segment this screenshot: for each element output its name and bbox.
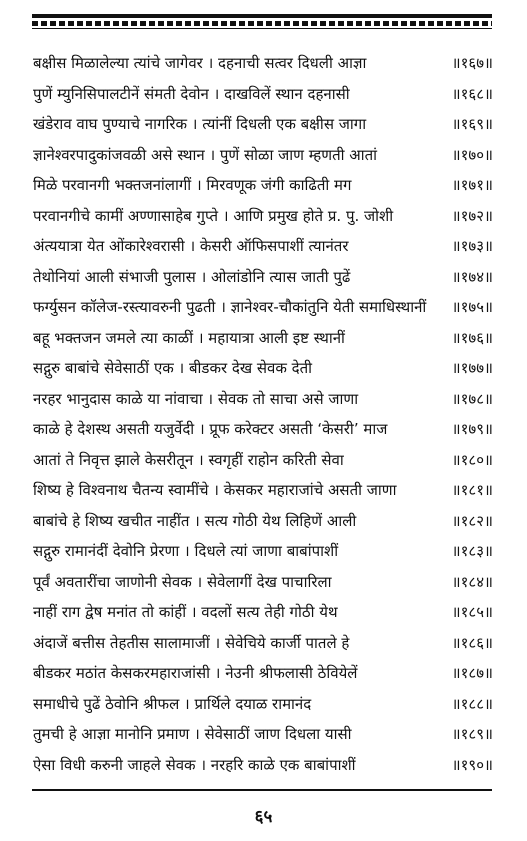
top-thick-rule bbox=[32, 14, 492, 18]
verse-number: ॥१७२॥ bbox=[451, 206, 493, 225]
verse-number: ॥१७९॥ bbox=[451, 420, 493, 438]
verse-text: ज्ञानेश्वरपादुकांजवळी असे स्थान । पुणें सोळा जाण म्हणती आतां bbox=[33, 145, 378, 164]
verse-line bbox=[33, 571, 493, 602]
verse-text: नरहर भानुदास काळे या नांवाचा । सेवक तो साचा असे जाणा bbox=[33, 389, 359, 408]
verse-text: अंत्ययात्रा येत ओंकारेश्वरासी । केसरी ऑफिसपाशीं त्यानंतर bbox=[33, 237, 349, 255]
page-number: ६५ bbox=[254, 807, 273, 827]
verse-number: ॥१७३॥ bbox=[451, 237, 493, 255]
verse-list bbox=[33, 52, 493, 784]
verse-number: ॥१८२॥ bbox=[451, 511, 493, 530]
verse-number: ॥१८६॥ bbox=[451, 633, 493, 652]
verse-line bbox=[33, 52, 493, 83]
verse-number: ॥१७४॥ bbox=[451, 267, 493, 286]
verse-text: मिळे परवानगी भक्तजनांलागीं । मिरवणूक जंगी काढिती मग bbox=[33, 176, 352, 194]
verse-line bbox=[33, 754, 493, 785]
top-thin-rule bbox=[32, 28, 492, 29]
verse-text: अंदाजें बत्तीस तेहतीस सालामाजीं । सेवेचिये कार्जी पातले हे bbox=[33, 633, 350, 652]
verse-number: ॥१७६॥ bbox=[451, 328, 493, 347]
verse-number: ॥१७०॥ bbox=[451, 145, 493, 164]
verse-number: ॥१६९॥ bbox=[451, 115, 493, 133]
verse-number: ॥१७५॥ bbox=[451, 298, 493, 316]
verse-text: परवानगीचे कामीं अण्णासाहेब गुप्ते । आणि प्रमुख होते प्र. पु. जोशी bbox=[33, 206, 394, 225]
bottom-rule bbox=[32, 789, 492, 791]
verse-line bbox=[33, 113, 493, 144]
verse-line bbox=[33, 510, 493, 541]
verse-text: बक्षीस मिळालेल्या त्यांचे जागेवर । दहनाची सत्वर दिधली आज्ञा bbox=[33, 54, 367, 72]
verse-line bbox=[33, 662, 493, 693]
verse-number: ॥१७१॥ bbox=[451, 176, 493, 194]
verse-text: तेथोनियां आली संभाजी पुलास । ओलांडोनि त्यास जाती पुढें bbox=[33, 267, 351, 286]
verse-number: ॥१८०॥ bbox=[451, 450, 493, 469]
top-dashed-rule bbox=[32, 21, 492, 26]
verse-text: बहू भक्तजन जमले त्या काळीं । महायात्रा आली इष्ट स्थानीं bbox=[33, 328, 345, 347]
verse-number: ॥१८९॥ bbox=[451, 725, 493, 743]
verse-number: ॥१८८॥ bbox=[451, 694, 493, 713]
verse-line bbox=[33, 296, 493, 327]
verse-text: नाहीं राग द्वेष मनांत तो कांहीं । वदलों सत्य तेही गोठी येथ bbox=[33, 603, 338, 621]
verse-text: बाबांचे हे शिष्य खचीत नाहींत । सत्य गोठी येथ लिहिणें आली bbox=[33, 511, 357, 530]
verse-text: खंडेराव वाघ पुण्याचे नागरिक । त्यांनीं दिधली एक बक्षीस जागा bbox=[33, 115, 367, 133]
verse-text: बीडकर मठांत केसकरमहाराजांसी । नेउनी श्रीफलासी ठेवियेलें bbox=[33, 664, 358, 682]
verse-text: पुणें म्युनिसिपालटीनें संमती देवोन । दाखविलें स्थान दहनासी bbox=[33, 84, 350, 103]
verse-line bbox=[33, 601, 493, 632]
verse-line bbox=[33, 327, 493, 358]
verse-number: ॥१९०॥ bbox=[451, 755, 493, 774]
verse-line bbox=[33, 449, 493, 480]
verse-line bbox=[33, 418, 493, 449]
verse-line bbox=[33, 632, 493, 663]
verse-text: सद्गुरु बाबांचे सेवेसाठीं एक । बीडकर देख सेवक देती bbox=[33, 359, 313, 377]
verse-line bbox=[33, 144, 493, 175]
verse-number: ॥१८१॥ bbox=[451, 481, 493, 499]
verse-number: ॥१७८॥ bbox=[451, 389, 493, 408]
verse-number: ॥१८४॥ bbox=[451, 572, 493, 591]
verse-line bbox=[33, 388, 493, 419]
verse-line bbox=[33, 266, 493, 297]
verse-line bbox=[33, 479, 493, 510]
verse-line bbox=[33, 693, 493, 724]
verse-line bbox=[33, 723, 493, 754]
verse-number: ॥१८७॥ bbox=[451, 664, 493, 682]
verse-text: ऐसा विधी करुनी जाहले सेवक । नरहरि काळे एक बाबांपाशीं bbox=[33, 755, 356, 774]
verse-text: काळे हे देशस्थ असती यजुर्वेदी । प्रूफ करेक्टर असती ‘केसरी’ माज bbox=[33, 420, 388, 438]
verse-text: सद्गुरु रामानंदीं देवोनि प्रेरणा । दिधले त्यां जाणा बाबांपाशीं bbox=[33, 542, 339, 560]
verse-text: फर्ग्युसन कॉलेज-रस्त्यावरुनी पुढती । ज्ञानेश्वर-चौकांतुनि येती समाधिस्थानीं bbox=[33, 298, 427, 316]
verse-line bbox=[33, 205, 493, 236]
verse-text: आतां ते निवृत्त झाले केसरीतून । स्वगृहीं राहोन करिती सेवा bbox=[33, 450, 344, 469]
verse-number: ॥१७७॥ bbox=[451, 359, 493, 377]
verse-line bbox=[33, 540, 493, 571]
verse-text: समाधीचे पुढें ठेवोनि श्रीफल । प्रार्थिले दयाळ रामानंद bbox=[33, 694, 312, 713]
verse-line bbox=[33, 235, 493, 266]
verse-line bbox=[33, 174, 493, 205]
verse-line bbox=[33, 357, 493, 388]
verse-number: ॥१६७॥ bbox=[451, 54, 493, 72]
verse-text: पूर्वं अवतारींचा जाणोनी सेवक । सेवेलागीं देख पाचारिला bbox=[33, 572, 332, 591]
verse-number: ॥१८३॥ bbox=[451, 542, 493, 560]
verse-number: ॥१८५॥ bbox=[451, 603, 493, 621]
verse-text: शिष्य हे विश्वनाथ चैतन्य स्वामींचे । केसकर महाराजांचे असती जाणा bbox=[33, 481, 397, 499]
verse-line bbox=[33, 83, 493, 114]
verse-number: ॥१६८॥ bbox=[451, 84, 493, 103]
verse-text: तुमची हे आज्ञा मानोनि प्रमाण । सेवेसाठीं जाण दिधला यासी bbox=[33, 725, 352, 743]
